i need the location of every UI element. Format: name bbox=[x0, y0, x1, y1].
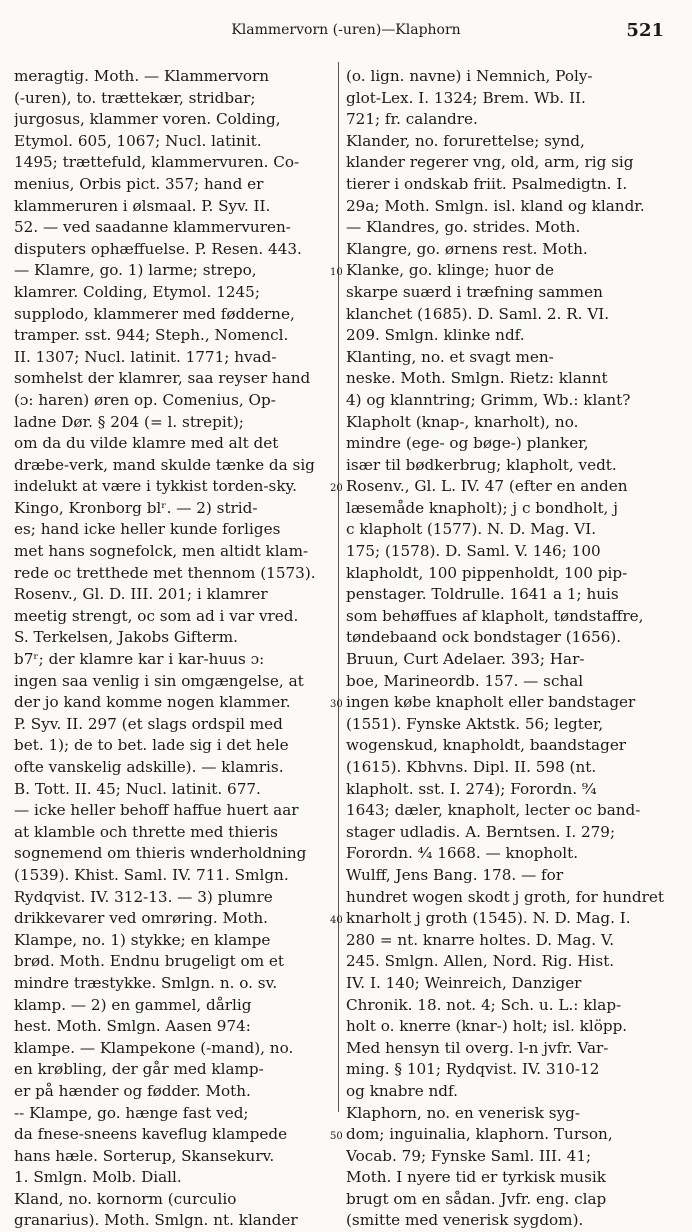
text-line: Rosenv., Gl. L. IV. 47 (efter en anden bbox=[346, 477, 628, 496]
text-line: S. Terkelsen, Jakobs Gifterm. bbox=[14, 628, 239, 647]
text-line: Klapholt (knap-, knarholt), no. bbox=[346, 412, 579, 431]
text-line: rede oc tretthede met thennom (1573). bbox=[14, 563, 316, 582]
text-line: meragtig. Moth. — Klammervorn bbox=[14, 67, 270, 85]
text-line: Klaphorn, no. en venerisk syg- bbox=[346, 1103, 581, 1122]
left-column bbox=[14, 66, 330, 1232]
text-line: (1615). Kbhvns. Dipl. II. 598 (nt. bbox=[346, 758, 597, 776]
text-line: brød. Moth. Endnu brugeligt om et bbox=[14, 952, 285, 971]
text-line: 4) og klanntring; Grimm, Wb.: klant? bbox=[346, 390, 631, 409]
text-line: glot-Lex. I. 1324; Brem. Wb. II. bbox=[346, 88, 586, 107]
text-line: ofte vanskelig adskille). — klamris. bbox=[14, 758, 284, 776]
text-line: da fnese-sneens kaveflug klampede bbox=[14, 1125, 288, 1144]
page-number: 521 bbox=[626, 20, 664, 41]
text-line: dom; inguinalia, klaphorn. Turson, bbox=[346, 1125, 613, 1144]
text-line: klamp. — 2) en gammel, dårlig bbox=[14, 995, 252, 1014]
column-divider bbox=[338, 62, 339, 1112]
line-number: 10 bbox=[330, 267, 343, 279]
page-header bbox=[0, 22, 692, 52]
text-line: 245. Smlgn. Allen, Nord. Rig. Hist. bbox=[346, 952, 615, 971]
text-line: læsemåde knapholt); j c bondholt, j bbox=[346, 498, 618, 517]
text-line: somhelst der klamrer, saa reyser hand bbox=[14, 369, 311, 388]
text-line: Kland, no. kornorm (curculio bbox=[14, 1189, 237, 1208]
text-line: tøndebaand ock bondstager (1656). bbox=[346, 628, 622, 647]
text-line: 1495; trættefuld, klammervuren. Co- bbox=[14, 153, 300, 172]
text-line: c klapholt (1577). N. D. Mag. VI. bbox=[346, 520, 597, 539]
text-line: 280 = nt. knarre holtes. D. Mag. V. bbox=[346, 930, 615, 949]
text-line: knarholt j groth (1545). N. D. Mag. I. bbox=[346, 909, 631, 928]
text-line: jurgosus, klammer voren. Colding, bbox=[14, 110, 281, 129]
text-line: Klampe, no. 1) stykke; en klampe bbox=[14, 930, 271, 949]
text-line: 209. Smlgn. klinke ndf. bbox=[346, 326, 525, 345]
line-number: 30 bbox=[330, 699, 343, 711]
text-line: — Klamre, go. 1) larme; strepo, bbox=[14, 261, 257, 280]
text-line: disputers ophæffuelse. P. Resen. 443. bbox=[14, 239, 302, 258]
text-line: Vocab. 79; Fynske Saml. III. 41; bbox=[346, 1146, 592, 1165]
text-line: ming. § 101; Rydqvist. IV. 310-12 bbox=[346, 1060, 600, 1079]
text-line: Med hensyn til overg. l-n jvfr. Var- bbox=[346, 1038, 609, 1057]
text-line: wogenskud, knapholdt, baandstager bbox=[346, 736, 627, 755]
text-line: hundret wogen skodt j groth, for hundret bbox=[346, 887, 664, 906]
text-line: tierer i ondskab friit. Psalmedigtn. I. bbox=[346, 174, 628, 193]
text-line: Bruun, Curt Adelaer. 393; Har- bbox=[346, 650, 585, 669]
text-line: (ɔ: haren) øren op. Comenius, Op- bbox=[14, 390, 276, 409]
text-line: Kingo, Kronborg blʳ. — 2) strid- bbox=[14, 498, 258, 517]
text-line: sognemend om thieris wnderholdning bbox=[14, 844, 307, 863]
text-line: klanchet (1685). D. Saml. 2. R. VI. bbox=[346, 304, 610, 323]
text-line: klander regerer vng, old, arm, rig sig bbox=[346, 153, 634, 172]
text-line: (1539). Khist. Saml. IV. 711. Smlgn. bbox=[14, 865, 289, 884]
text-line: boe, Marineordb. 157. — schal bbox=[346, 671, 584, 690]
running-head: Klammervorn (-uren)—Klaphorn bbox=[231, 22, 461, 38]
text-line: met hans sognefolck, men altidt klam- bbox=[14, 542, 309, 561]
text-line: klapholt. sst. I. 274); Forordn. ⁹⁄₄ bbox=[346, 779, 597, 798]
text-line: mindre træstykke. Smlgn. n. o. sv. bbox=[14, 973, 278, 992]
text-line: Chronik. 18. not. 4; Sch. u. L.: klap- bbox=[346, 995, 622, 1014]
text-line: (smitte med venerisk sygdom). bbox=[346, 1211, 584, 1230]
text-line: 29a; Moth. Smlgn. isl. kland og klandr. bbox=[346, 196, 645, 215]
text-line: — Klandres, go. strides. Moth. bbox=[346, 218, 581, 237]
text-line: P. Syv. II. 297 (et slags ordspil med bbox=[14, 714, 283, 733]
text-line: mindre (ege- og bøge-) planker, bbox=[346, 434, 589, 453]
text-line: Rydqvist. IV. 312-13. — 3) plumre bbox=[14, 887, 273, 906]
text-line: hans hæle. Sorterup, Skansekurv. bbox=[14, 1146, 275, 1165]
text-line: skarpe suærd i træfning sammen bbox=[346, 282, 603, 301]
line-number: 20 bbox=[330, 483, 343, 495]
text-line: klammeruren i ølsmaal. P. Syv. II. bbox=[14, 196, 271, 215]
text-line: 1643; dæler, knapholt, lecter oc band- bbox=[346, 801, 641, 820]
text-line: Klanting, no. et svagt men- bbox=[346, 347, 554, 366]
text-line: penstager. Toldrulle. 1641 a 1; huis bbox=[346, 585, 619, 604]
text-line: ingen saa venlig i sin omgængelse, at bbox=[14, 671, 304, 690]
text-line: granarius). Moth. Smlgn. nt. klander bbox=[14, 1211, 298, 1230]
text-line: holt o. knerre (knar-) holt; isl. klöpp. bbox=[346, 1017, 628, 1036]
text-line: 52. — ved saadanne klammervuren- bbox=[14, 218, 291, 237]
text-line: er på hænder og fødder. Moth. bbox=[14, 1081, 251, 1100]
text-line: es; hand icke heller kunde forliges bbox=[14, 520, 281, 539]
text-line: tramper. sst. 944; Steph., Nomencl. bbox=[14, 326, 289, 345]
text-line: dræbe-verk, mand skulde tænke da sig bbox=[14, 455, 315, 474]
text-line: — icke heller behoff haffue huert aar bbox=[14, 801, 299, 820]
text-line: Klander, no. forurettelse; synd, bbox=[346, 131, 585, 150]
text-line: en krøbling, der går med klamp- bbox=[14, 1060, 264, 1079]
text-line: 1. Smlgn. Molb. Diall. bbox=[14, 1168, 182, 1187]
right-column bbox=[346, 66, 670, 1232]
text-line: klampe. — Klampekone (-mand), no. bbox=[14, 1038, 294, 1057]
text-line: -- Klampe, go. hænge fast ved; bbox=[14, 1103, 249, 1122]
text-line: (o. lign. navne) i Nemnich, Poly- bbox=[346, 67, 593, 85]
text-line: der jo kand komme nogen klammer. bbox=[14, 693, 291, 712]
text-line: menius, Orbis pict. 357; hand er bbox=[14, 174, 264, 193]
text-line: 175; (1578). D. Saml. V. 146; 100 bbox=[346, 542, 601, 561]
text-line: Rosenv., Gl. D. III. 201; i klamrer bbox=[14, 585, 268, 604]
text-line: neske. Moth. Smlgn. Rietz: klannt bbox=[346, 369, 608, 388]
text-line: indelukt at være i tykkist torden-sky. bbox=[14, 477, 297, 496]
text-line: stager udladis. A. Berntsen. I. 279; bbox=[346, 822, 616, 841]
text-line: ingen købe knapholt eller bandstager bbox=[346, 693, 636, 712]
text-line: Moth. I nyere tid er tyrkisk musik bbox=[346, 1168, 606, 1187]
text-line: Klangre, go. ørnens rest. Moth. bbox=[346, 239, 588, 258]
text-line: Klanke, go. klinge; huor de bbox=[346, 261, 554, 280]
text-line: meetig strengt, oc som ad i var vred. bbox=[14, 606, 299, 625]
text-line: som behøffues af klapholt, tøndstaffre, bbox=[346, 606, 644, 625]
text-line: især til bødkerbrug; klapholt, vedt. bbox=[346, 455, 617, 474]
line-number: 40 bbox=[330, 915, 343, 927]
text-line: (1551). Fynske Aktstk. 56; legter, bbox=[346, 714, 604, 733]
text-line: klapholdt, 100 pippenholdt, 100 pip- bbox=[346, 563, 628, 582]
line-number: 50 bbox=[330, 1131, 343, 1143]
text-line: b7ʳ; der klamre kar i kar-huus ɔ: bbox=[14, 650, 265, 669]
text-line: brugt om en sådan. Jvfr. eng. clap bbox=[346, 1189, 607, 1208]
text-line: Wulff, Jens Bang. 178. — for bbox=[346, 865, 564, 884]
text-line: 721; fr. calandre. bbox=[346, 110, 478, 129]
text-line: om da du vilde klamre med alt det bbox=[14, 434, 279, 453]
text-line: (-uren), to. trættekær, stridbar; bbox=[14, 88, 256, 107]
text-line: B. Tott. II. 45; Nucl. latinit. 677. bbox=[14, 779, 261, 798]
text-line: og knabre ndf. bbox=[346, 1081, 458, 1100]
text-line: ladne Dør. § 204 (= l. strepit); bbox=[14, 412, 244, 431]
text-line: supplodo, klammerer med fødderne, bbox=[14, 304, 295, 323]
text-line: Etymol. 605, 1067; Nucl. latinit. bbox=[14, 131, 262, 150]
text-line: hest. Moth. Smlgn. Aasen 974: bbox=[14, 1017, 251, 1036]
text-line: klamrer. Colding, Etymol. 1245; bbox=[14, 282, 260, 301]
text-line: bet. 1); de to bet. lade sig i det hele bbox=[14, 736, 289, 755]
text-line: at klamble och thrette med thieris bbox=[14, 822, 278, 841]
text-line: IV. I. 140; Weinreich, Danziger bbox=[346, 973, 582, 992]
text-line: II. 1307; Nucl. latinit. 1771; hvad- bbox=[14, 347, 277, 366]
text-line: drikkevarer ved omrøring. Moth. bbox=[14, 909, 268, 928]
text-line: Forordn. ⁴⁄₄ 1668. — knopholt. bbox=[346, 844, 579, 863]
